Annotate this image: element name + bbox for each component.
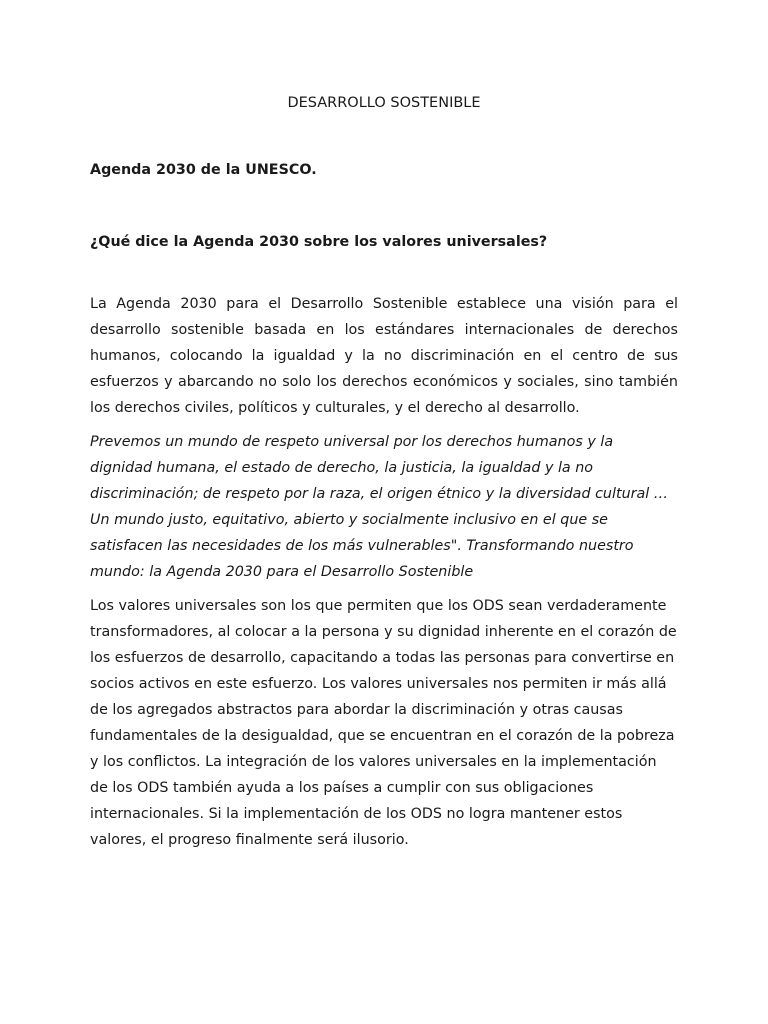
quote-paragraph: Prevemos un mundo de respeto universal por los derechos humanos y la dignidad humana, el estado de derecho, la justicia, la igualdad y la no discriminación; de respeto por la raza, el origen étnico y la diversidad cultural …Un mundo justo, equitativo, abierto y socialmente inclusivo en el que se satisfacen las necesidades de los más vulnerables". Transformando nuestro mundo: la Agenda 2030 para el Desarrollo Sostenible [90,434,669,580]
section-question-heading: ¿Qué dice la Agenda 2030 sobre los valores universales? [90,234,548,250]
paragraph-intro: La Agenda 2030 para el Desarrollo Sostenible establece una visión para el desarrollo sostenible basada en los estándares internacionales de derechos humanos, colocando la igualdad y la no discriminación en el centro de sus esfuerzos y abarcando no solo los derechos económicos y sociales, sino también los derechos civiles, políticos y culturales, y el derecho al desarrollo. [90,296,678,416]
paragraph-universal-values: Los valores universales son los que permiten que los ODS sean verdaderamente transformadores, al colocar a la persona y su dignidad inherente en el corazón de los esfuerzos de desarrollo, capacitando a todas las personas para convertirse en socios activos en este esfuerzo. Los valores universales nos permiten ir más allá de los agregados abstractos para abordar la discriminación y otras causas fundamentales de la desigualdad, que se encuentran en el corazón de la pobreza y los conflictos. La integración de los valores universales en la implementación de los ODS también ayuda a los países a cumplir con sus obligaciones internacionales. Si la implementación de los ODS no logra mantener estos valores, el progreso finalmente será ilusorio. [90,598,677,848]
document-title: DESARROLLO SOSTENIBLE [287,95,481,111]
document-body [90,291,678,861]
document-subtitle: Agenda 2030 de la UNESCO. [90,162,317,178]
